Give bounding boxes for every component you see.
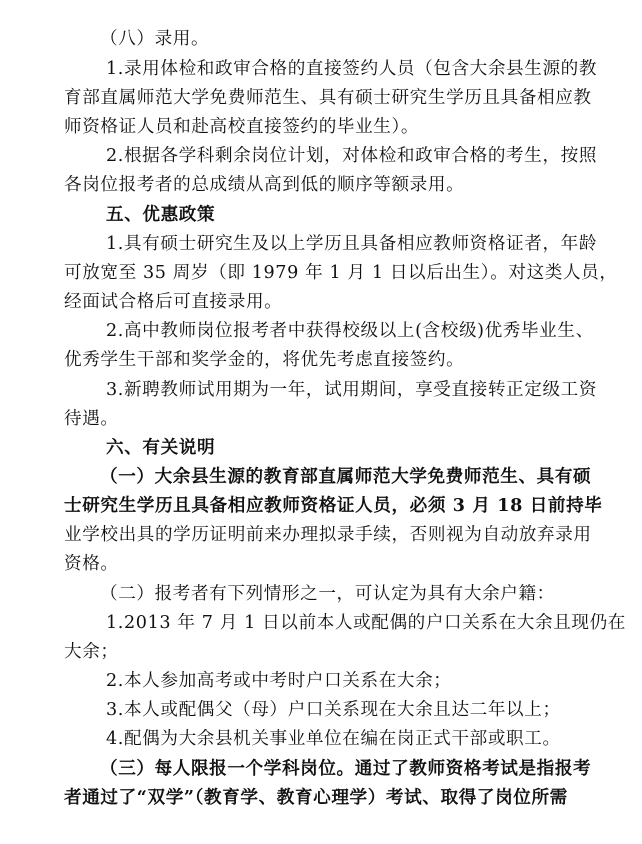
paragraph-line: 1.具有硕士研究生及以上学历且具备相应教师资格证者，年龄 bbox=[106, 234, 598, 254]
paragraph-line: 4.配偶为大余县机关事业单位在编在岗正式干部或职工。 bbox=[106, 729, 561, 749]
paragraph-line: 师资格证人员和赴高校直接签约的毕业生）。 bbox=[64, 117, 420, 137]
paragraph-line: 优秀学生干部和奖学金的，将优先考虑直接签约。 bbox=[64, 350, 465, 370]
paragraph-line: 大余； bbox=[64, 642, 119, 662]
paragraph-line: （一）大余县生源的教育部直属师范大学免费师范生、具有硕 bbox=[100, 466, 592, 487]
section-6-heading: 六、有关说明 bbox=[106, 437, 216, 458]
paragraph-line: （三）每人限报一个学科岗位。通过了教师资格考试是指报考 bbox=[100, 758, 592, 779]
paragraph-line: 业学校出具的学历证明前来办理拟录手续，否则视为自动放弃录用 bbox=[64, 525, 592, 545]
paragraph-line: 3.新聘教师试用期为一年，试用期间，享受直接转正定级工资 bbox=[106, 380, 598, 400]
paragraph-line: 2.高中教师岗位报考者中获得校级以上(含校级)优秀毕业生、 bbox=[106, 321, 594, 341]
paragraph-line: 3.本人或配偶父（母）户口关系现在大余且达二年以上； bbox=[106, 700, 561, 720]
section-5-heading: 五、优惠政策 bbox=[106, 204, 216, 225]
paragraph-line: 各岗位报考者的总成绩从高到低的顺序等额录用。 bbox=[64, 175, 465, 195]
paragraph-line: （二）报考者有下列情形之一，可认定为具有大余户籍： bbox=[100, 584, 555, 604]
paragraph-line: 经面试合格后可直接录用。 bbox=[64, 292, 283, 312]
paragraph-line: 1.2013 年 7 月 1 日以前本人或配偶的户口关系在大余且现仍在 bbox=[106, 613, 626, 633]
paragraph-line: 者通过了“双学”（教育学、教育心理学）考试、取得了岗位所需 bbox=[64, 787, 568, 808]
section-8-heading: （八）录用。 bbox=[100, 29, 210, 49]
paragraph-line: 可放宽至 35 周岁（即 1979 年 1 月 1 日以后出生）。对这类人员， bbox=[64, 263, 618, 283]
paragraph-line: 待遇。 bbox=[64, 409, 119, 429]
paragraph-line: 育部直属师范大学免费师范生、具有硕士研究生学历且具备相应教 bbox=[64, 88, 592, 108]
paragraph-line: 2.本人参加高考或中考时户口关系在大余； bbox=[106, 671, 452, 691]
paragraph-line: 2.根据各学科剩余岗位计划，对体检和政审合格的考生，按照 bbox=[106, 146, 598, 166]
paragraph-line: 资格。 bbox=[64, 554, 119, 574]
paragraph-line: 士研究生学历且具备相应教师资格证人员，必须 3 月 18 日前持毕 bbox=[64, 495, 603, 516]
paragraph-line: 1.录用体检和政审合格的直接签约人员（包含大余县生源的教 bbox=[106, 59, 598, 79]
